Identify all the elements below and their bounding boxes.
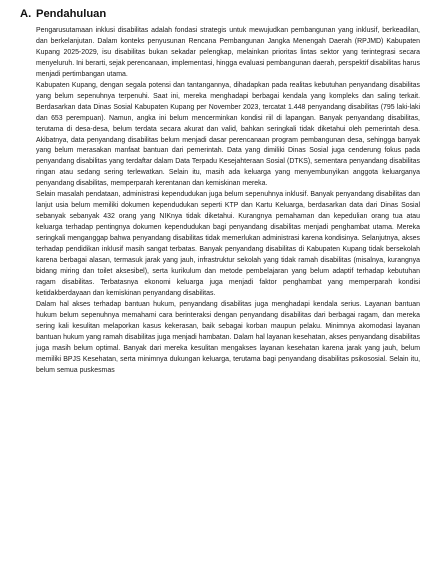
paragraph-kebutuhan-disabilitas: Kabupaten Kupang, dengan segala potensi dan tantangannya, dihadapkan pada realitas kebutuhan penyandang disabilitas yang belum sepenuhnya terpenuhi. Saat ini, mereka menghadapi berbagai kendala yang kompleks dan saling terkait. Berdasarkan data Dinas Sosial Kabupaten Kupang per November 2023, tercatat 1.448 penyandang disabilitas (795 laki-laki dan 653 perempuan). Namun, angka ini belum mencerminkan kondisi riil di lapangan. Banyak penyandang disabilitas, terutama di desa-desa, belum terdata secara akurat dan valid, bahkan seringkali tidak diketahui oleh pemerintah desa. Akibatnya, data penyandang disabilitas belum menjadi dasar perencanaan program pembangunan desa, sehingga banyak yang belum merasakan manfaat bantuan dari pemerintah. Data yang dimiliki Dinas Sosial juga cenderung fokus pada penyandang disabilitas yang terdaftar dalam Data Terpadu Kesejahteraan Sosial (DTKS), sementara penyandang disabilitas ringan atau sedang sering terlewatkan. Selain itu, masih ada keluarga yang menyembunyikan anggota keluarganya penyandang disabilitas, memperparah kerentanan dan kemiskinan mereka. — [36, 81, 420, 188]
section-number: A. — [20, 8, 32, 20]
section-title: Pendahuluan — [36, 8, 107, 20]
paragraph-bantuan-hukum-kesehatan: Dalam hal akses terhadap bantuan hukum, penyandang disabilitas juga menghadapi kendala serius. Layanan bantuan hukum belum sepenuhnya memahami cara berinteraksi dengan penyandang disabilitas dari berbagai ragam, dan mereka sering kali kesulitan melaporkan kasus kekerasan, baik sebagai korban maupun pelaku. Minimnya akomodasi layanan bantuan hukum yang ramah disabilitas juga menjadi hambatan. Dalam hal layanan kesehatan, akses penyandang disabilitas juga masih belum optimal. Banyak dari mereka kesulitan mengakses layanan kesehatan karena jarak yang jauh, belum memiliki BPJS Kesehatan, serta minimnya dukungan keluarga, terutama bagi penyandang disabilitas psikososial. Selain itu, belum semua puskesmas — [36, 300, 420, 374]
section-body — [36, 26, 420, 377]
section-heading — [20, 7, 420, 21]
paragraph-inklusi: Pengarusutamaan inklusi disabilitas adalah fondasi strategis untuk mewujudkan pembangunan yang inklusif, berkeadilan, dan berkelanjutan. Dalam konteks penyusunan Rencana Pembangunan Jangka Menengah Daerah (RPJMD) Kabupaten Kupang 2025-2029, isu disabilitas bukan sekadar pelengkap, melainkan prioritas lintas sektor yang terintegrasi secara menyeluruh. Ini berarti, sejak perencanaan, implementasi, hingga evaluasi pembangunan daerah, perspektif disabilitas harus menjadi pertimbangan utama. — [36, 27, 420, 78]
paragraph-administrasi-pendidikan: Selain masalah pendataan, administrasi kependudukan juga belum sepenuhnya inklusif. Banyak penyandang disabilitas dan lanjut usia belum memiliki dokumen kependudukan seperti KTP dan Kartu Keluarga, berdasarkan data dari Dinas Sosial sebanyak sebanyak 432 orang yang NIKnya tidak diketahui. Kurangnya pemahaman dan kepedulian orang tua atau keluarga terhadap pentingnya dokumen kependudukan bagi penyandang disabilitas menjadi penghambat utama. Mereka seringkali menganggap bahwa penyandang disabilitas tidak memerlukan administrasi karena kondisinya. Selanjutnya, akses terhadap pendidikan inklusif masih sangat terbatas. Banyak penyandang disabilitas di Kabupaten Kupang tidak bersekolah karena berbagai alasan, termasuk jarak yang jauh, infrastruktur sekolah yang tidak ramah disabilitas (misalnya, kurangnya bidang miring dan toilet aksesibel), serta kurikulum dan metode pembelajaran yang belum adaptif terhadap kebutuhan ragam disabilitas. Terbatasnya ekonomi keluarga juga menjadi faktor penghambat yang memperparah kondisi ketidakberdayaan dan kemiskinan penyandang disabilitas. — [36, 191, 420, 297]
